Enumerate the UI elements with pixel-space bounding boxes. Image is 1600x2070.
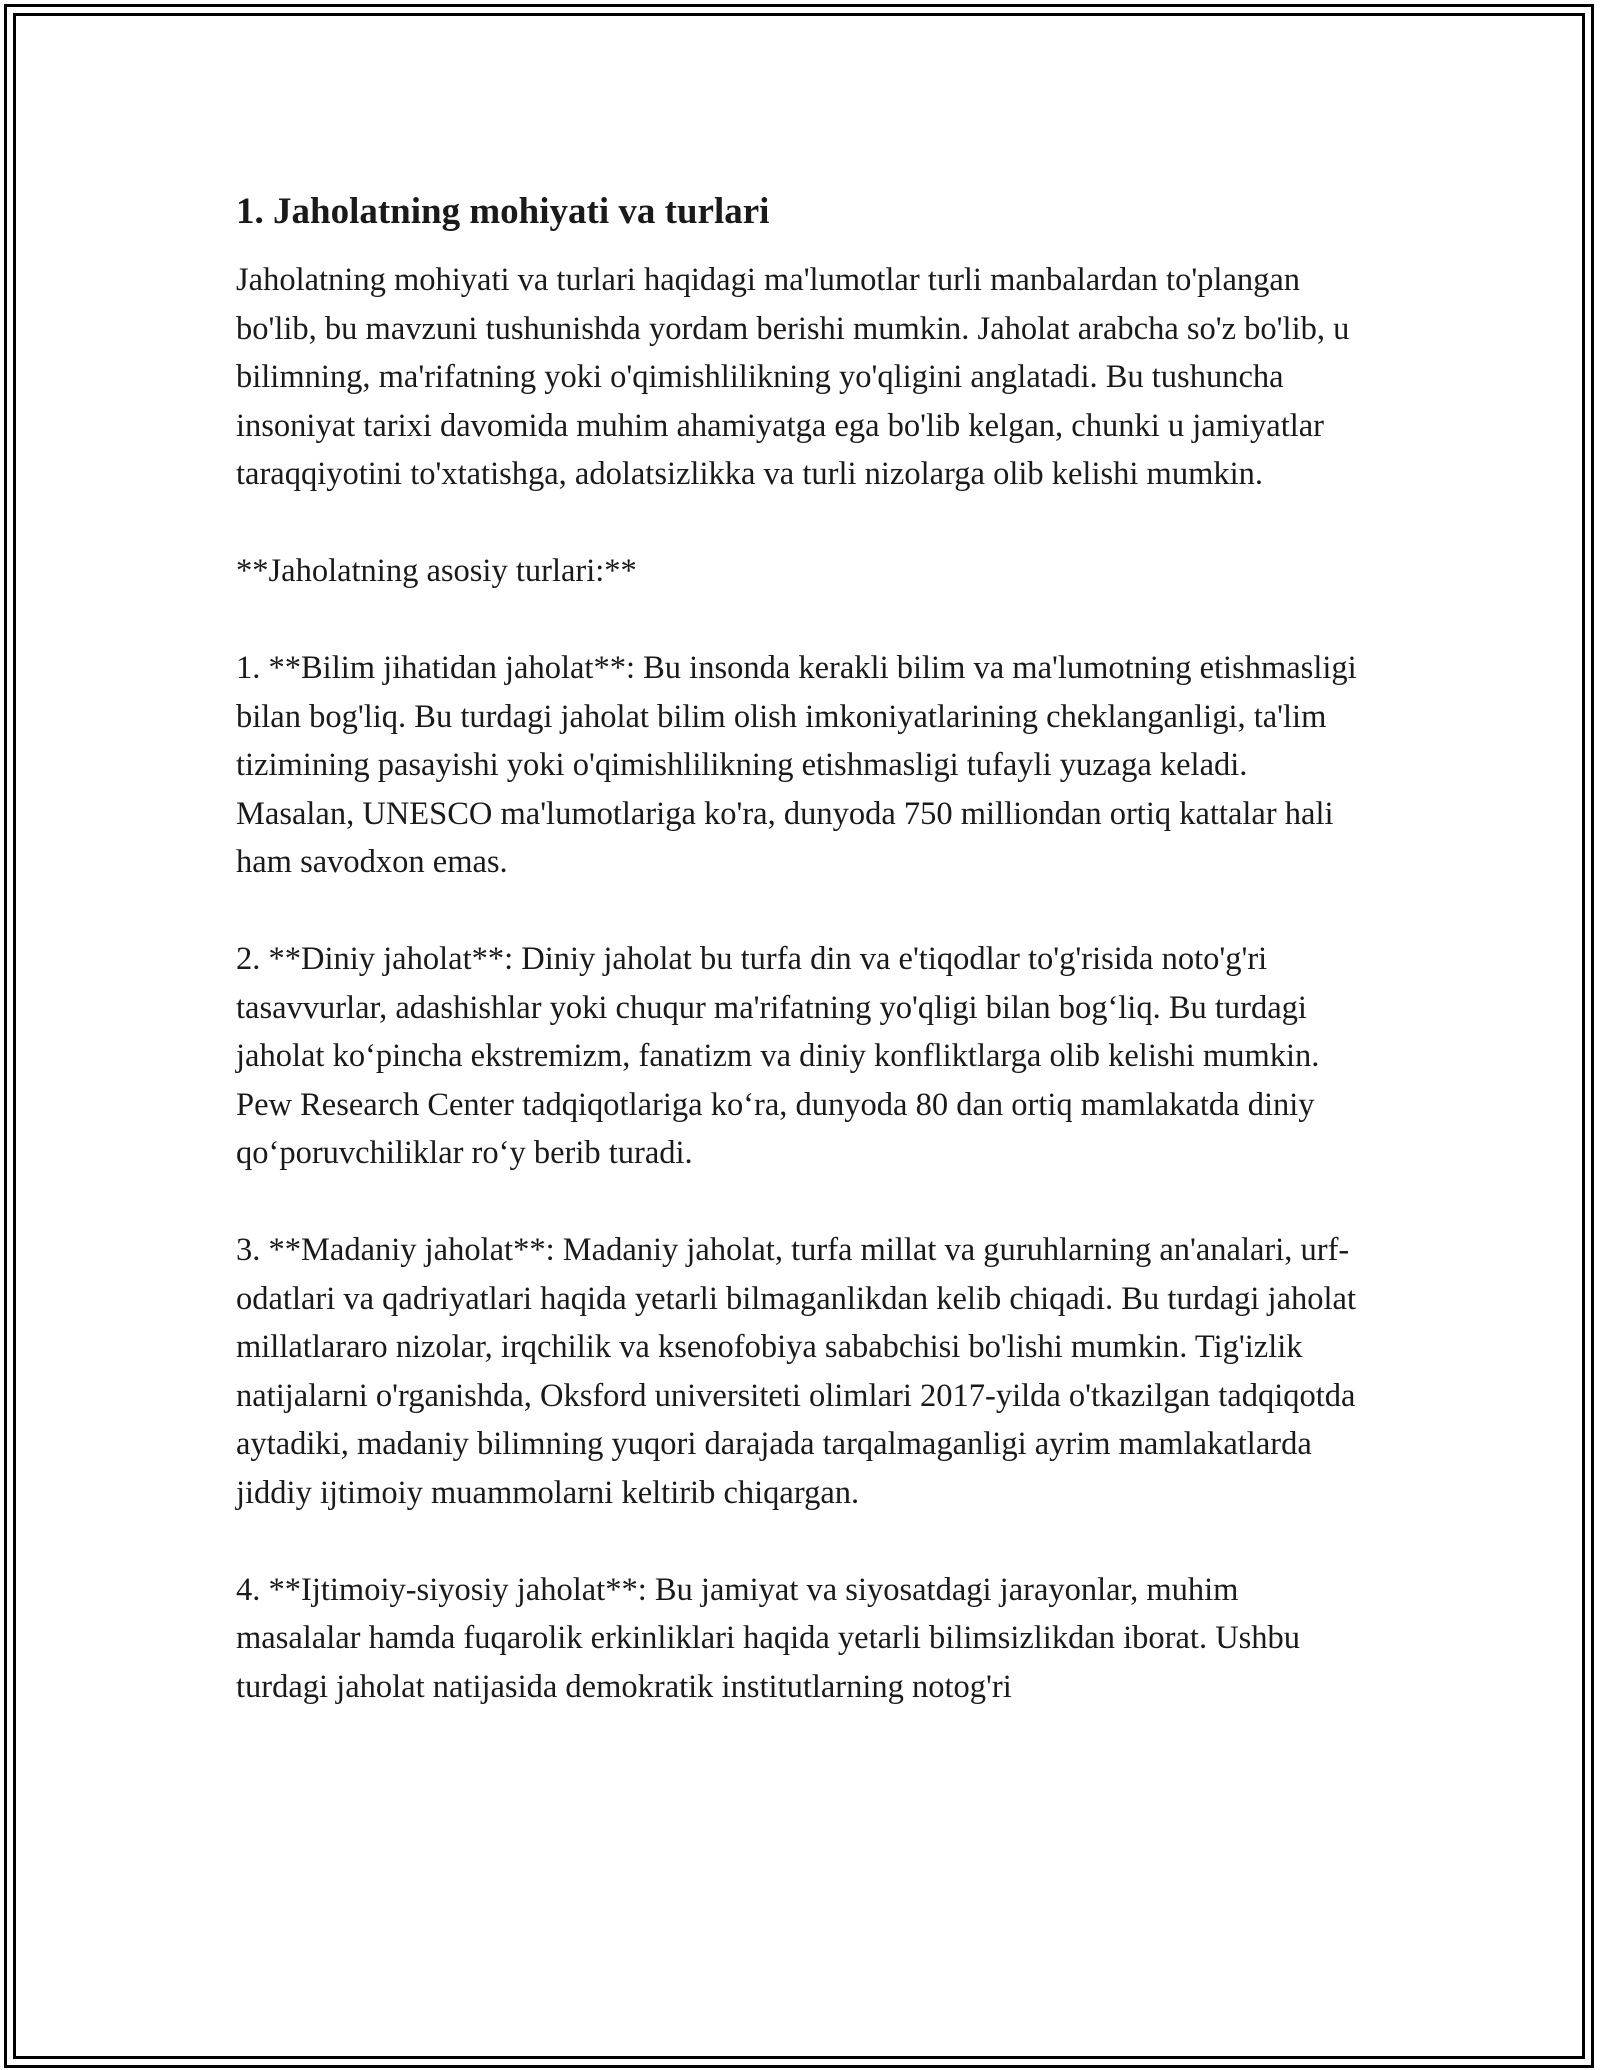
type-1-knowledge-paragraph: 1. **Bilim jihatidan jaholat**: Bu insonda kerakli bilim va ma'lumotning etishmasligi bilan bog'liq. Bu turdagi jaholat bilim olish imkoniyatlarining cheklanganligi, ta'lim tizimining pasayishi yoki o'qimishlilikning etishmasligi tufayli yuzaga keladi. Masalan, UNESCO ma'lumotlariga ko'ra, dunyoda 750 milliondan ortiq kattalar hali ham savodxon emas.	[236, 650, 1357, 880]
section-heading: 1. Jaholatning mohiyati va turlari	[236, 191, 770, 232]
types-subheading: **Jaholatning asosiy turlari:**	[236, 553, 637, 589]
document-body	[236, 188, 1366, 1760]
type-3-cultural-paragraph: 3. **Madaniy jaholat**: Madaniy jaholat, turfa millat va guruhlarning an'analari, urf-odatlari va qadriyatlari haqida yetarli bilmaganlikdan kelib chiqadi. Bu turdagi jaholat millatlararo nizolar, irqchilik va ksenofobiya sababchisi bo'lishi mumkin. Tig'izlik natijalarni o'rganishda, Oksford universiteti olimlari 2017-yilda o'tkazilgan tadqiqotda aytadiki, madaniy bilimning yuqori darajada tarqalmaganligi ayrim mamlakatlarda jiddiy ijtimoiy muammolarni keltirib chiqargan.	[236, 1232, 1356, 1511]
type-2-religious-paragraph: 2. **Diniy jaholat**: Diniy jaholat bu turfa din va e'tiqodlar to'g'risida noto'g'ri tasavvurlar, adashishlar yoki chuqur ma'rifatning yo'qligi bilan bog‘liq. Bu turdagi jaholat ko‘pincha ekstremizm, fanatizm va diniy konfliktlarga olib kelishi mumkin. Pew Research Center tadqiqotlariga ko‘ra, dunyoda 80 dan ortiq mamlakatda diniy qo‘poruvchiliklar ro‘y berib turadi.	[236, 941, 1320, 1171]
intro-paragraph: Jaholatning mohiyati va turlari haqidagi ma'lumotlar turli manbalardan to'plangan bo'lib, bu mavzuni tushunishda yordam berishi mumkin. Jaholat arabcha so'z bo'lib, u bilimning, ma'rifatning yoki o'qimishlilikning yo'qligini anglatadi. Bu tushuncha insoniyat tarixi davomida muhim ahamiyatga ega bo'lib kelgan, chunki u jamiyatlar taraqqiyotini to'xtatishga, adolatsizlikka va turli nizolarga olib kelishi mumkin.	[236, 262, 1350, 492]
type-4-sociopolitical-paragraph: 4. **Ijtimoiy-siyosiy jaholat**: Bu jamiyat va siyosatdagi jarayonlar, muhim masalalar hamda fuqarolik erkinliklari haqida yetarli bilimsizlikdan iborat. Ushbu turdagi jaholat natijasida demokratik institutlarning notog'ri	[236, 1571, 1301, 1705]
